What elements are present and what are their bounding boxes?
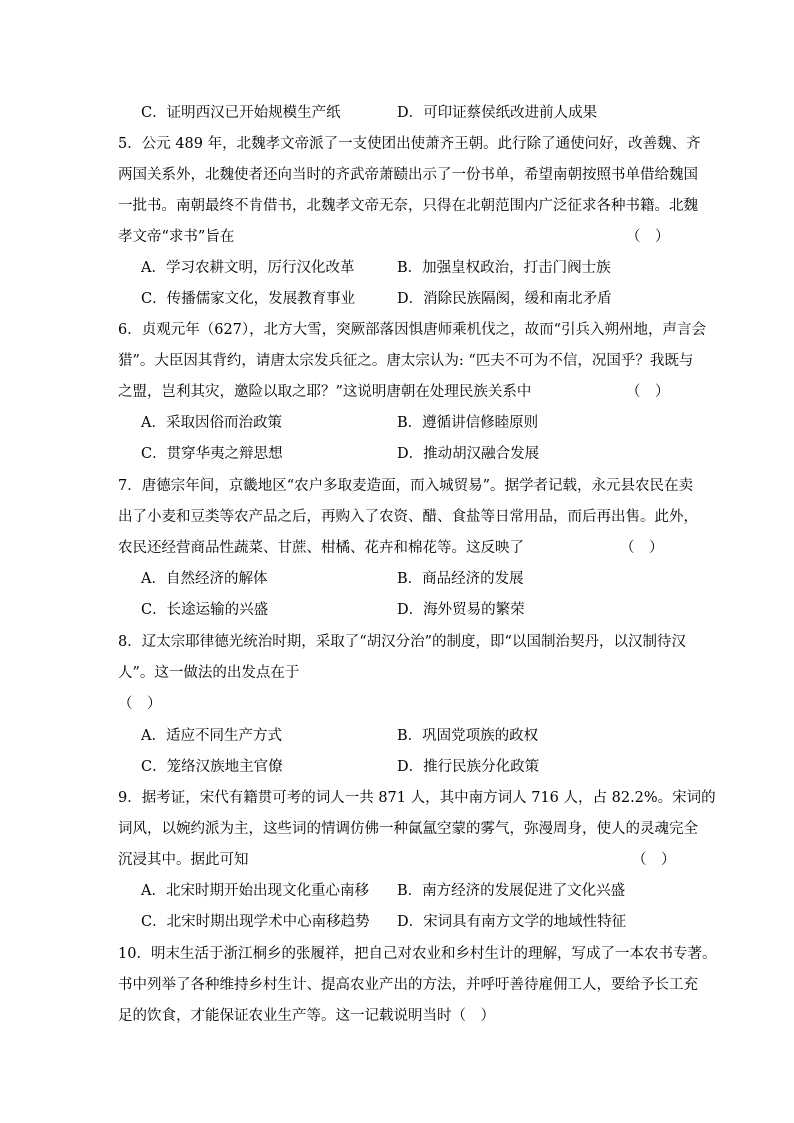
q5-option-c: C．传播儒家文化，发展教育事业 — [141, 291, 356, 307]
q9-option-b: B．南方经济的发展促进了文化兴盛 — [397, 883, 626, 899]
q9-answer-paren: （ ） — [632, 852, 676, 868]
q5-option-d: D．消除民族隔阂，缓和南北矛盾 — [397, 291, 612, 307]
q10-stem-line-2: 书中列举了各种维持乡村生计、提高农业产出的方法，并呼吁善待雇佣工人，要给予长工充 — [118, 977, 698, 993]
q8-option-a: A．适应不同生产方式 — [141, 728, 282, 744]
q8-option-c: C．笼络汉族地主官僚 — [141, 759, 283, 775]
q9-option-d: D．宋词具有南方文学的地域性特征 — [397, 914, 627, 930]
q10-stem-line-3: 足的饮食，才能保证农业生产等。这一记载说明当时（ ） — [118, 1008, 495, 1024]
q6-option-a: A．采取因俗而治政策 — [141, 415, 282, 431]
q8-stem-line-1: 8．辽太宗耶律德光统治时期，采取了“胡汉分治”的制度，即“以国制治契丹，以汉制待汉 — [118, 634, 686, 650]
q7-stem-line-3: 农民还经营商品性蔬菜、甘蔗、柑橘、花卉和棉花等。这反映了 — [118, 540, 524, 556]
q6-stem-line-2: 猎”。大臣因其背约，请唐太宗发兵征之。唐太宗认为: “匹夫不可为不信，况国乎？我既与 — [118, 353, 694, 369]
q7-option-a: A．自然经济的解体 — [141, 571, 268, 587]
q5-answer-paren: （ ） — [626, 229, 670, 245]
q5-stem-line-2: 两国关系外，北魏使者还向当时的齐武帝萧赜出示了一份书单，希望南朝按照书单借给魏国 — [118, 167, 698, 183]
q6-option-d: D．推动胡汉融合发展 — [397, 446, 540, 462]
q8-stem-line-2: 人”。这一做法的出发点在于 — [118, 665, 300, 681]
q9-option-a: A．北宋时期开始出现文化重心南移 — [141, 883, 369, 899]
q5-option-a: A．学习农耕文明，厉行汉化改革 — [141, 260, 355, 276]
q6-stem-line-1: 6．贞观元年（627），北方大雪，突厥部落因惧唐师乘机伐之，故而“引兵入朔州地，声言会 — [118, 322, 707, 338]
q7-stem-line-2: 出了小麦和豆类等农产品之后，再购入了农资、醋、食盐等日常用品，而后再出售。此外， — [118, 509, 698, 525]
q9-stem-line-2: 词风，以婉约派为主，这些词的情调仿佛一种氤氲空蒙的雾气，弥漫周身，使人的灵魂完全 — [118, 821, 698, 837]
q6-answer-paren: （ ） — [626, 384, 670, 400]
q5-stem-line-1: 5．公元 489 年，北魏孝文帝派了一支使团出使萧齐王朝。此行除了通使问好，改善魏、齐 — [118, 136, 701, 152]
q5-stem-line-3: 一批书。南朝最终不肯借书，北魏孝文帝无奈，只得在北朝范围内广泛征求各种书籍。北魏 — [118, 198, 698, 214]
q6-stem-line-3: 之盟，岂利其灾，邀险以取之耶？”这说明唐朝在处理民族关系中 — [118, 384, 532, 400]
q7-answer-paren: （ ） — [620, 540, 664, 556]
q7-option-b: B．商品经济的发展 — [397, 571, 524, 587]
q8-answer-paren: （ ） — [118, 696, 162, 712]
q9-stem-line-3: 沉浸其中。据此可知 — [118, 852, 249, 868]
q8-option-b: B．巩固党项族的政权 — [397, 728, 539, 744]
q5-stem-line-4: 孝文帝“求书”旨在 — [118, 229, 235, 245]
q6-option-c: C．贯穿华夷之辩思想 — [141, 446, 283, 462]
q7-stem-line-1: 7．唐德宗年间，京畿地区“农户多取麦造面，而入城贸易”。据学者记载，永元县农民在卖 — [118, 478, 694, 494]
q8-option-d: D．推行民族分化政策 — [397, 759, 540, 775]
q7-option-d: D．海外贸易的繁荣 — [397, 602, 525, 618]
q4-option-d: D．可印证蔡侯纸改进前人成果 — [397, 105, 598, 121]
q9-option-c: C．北宋时期出现学术中心南移趋势 — [141, 914, 370, 930]
q5-option-b: B．加强皇权政治，打击门阀士族 — [397, 260, 611, 276]
q9-stem-line-1: 9．据考证，宋代有籍贯可考的词人一共 871 人，其中南方词人 716 人，占 82.2%。宋词的 — [118, 790, 716, 806]
q4-option-c: C．证明西汉已开始规模生产纸 — [141, 105, 341, 121]
q10-stem-line-1: 10．明末生活于浙江桐乡的张履祥，把自己对农业和乡村生计的理解，写成了一本农书专著。 — [118, 946, 717, 962]
q7-option-c: C．长途运输的兴盛 — [141, 602, 269, 618]
q6-option-b: B．遵循讲信修睦原则 — [397, 415, 539, 431]
